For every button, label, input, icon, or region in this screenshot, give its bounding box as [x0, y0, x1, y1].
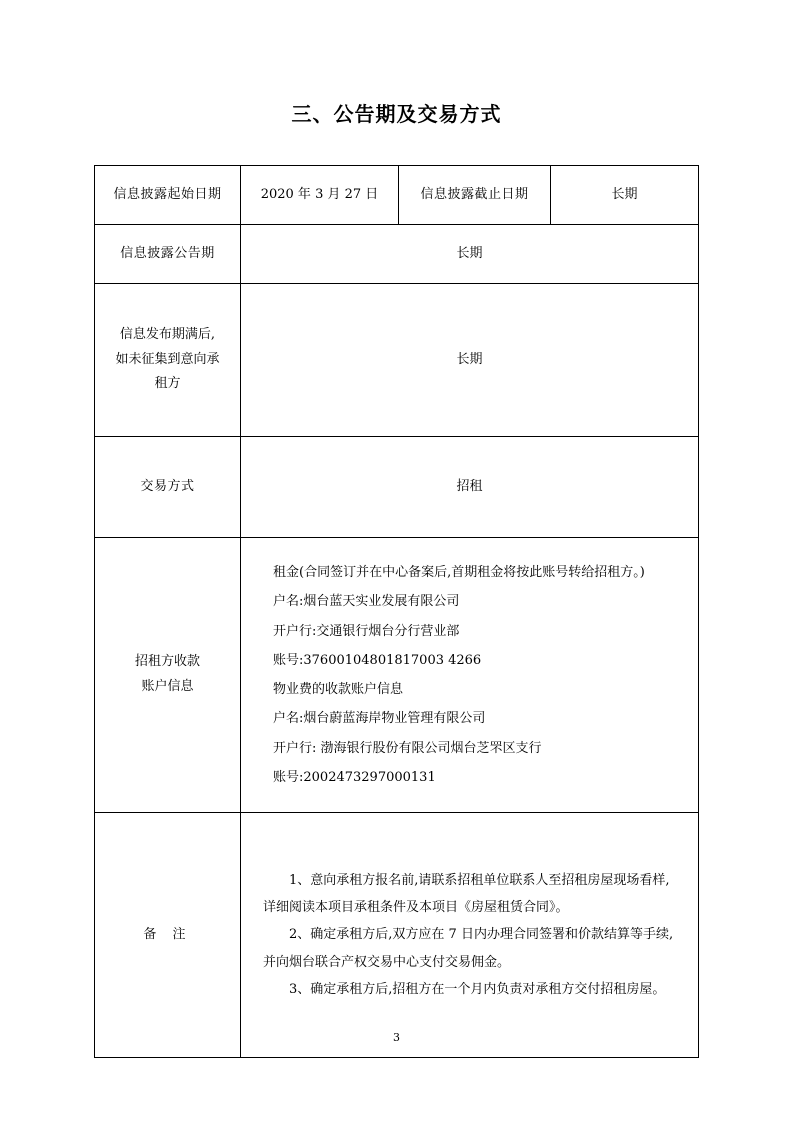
table-row: [95, 437, 699, 538]
account-line: 开户行: 渤海银行股份有限公司烟台芝罘区支行: [273, 740, 542, 756]
remarks-paragraph: 3、确定承租方后,招租方在一个月内负责对承租方交付招租房屋。: [289, 981, 666, 997]
account-line: 租金(合同签订并在中心备案后,首期租金将按此账号转给招租方。): [273, 565, 645, 580]
account-line: 账号:2002473297000131: [273, 769, 436, 785]
no-tenant-label-line2: 如未征集到意向承: [115, 351, 220, 367]
account-info-value: [241, 538, 699, 813]
page-title: 三、公告期及交易方式: [291, 102, 502, 126]
no-tenant-value: 长期: [241, 284, 699, 437]
disclosure-start-label: 信息披露起始日期: [95, 166, 241, 225]
page-number: 3: [393, 1031, 400, 1044]
table-row: [95, 284, 699, 437]
announcement-period-label: 信息披露公告期: [95, 225, 241, 284]
account-info-label-line1: 招租方收款: [134, 654, 200, 670]
disclosure-end-label: 信息披露截止日期: [399, 166, 551, 225]
disclosure-start-value: 2020 年 3 月 27 日: [241, 166, 399, 225]
announcement-period-value: 长期: [241, 225, 699, 284]
no-tenant-label-line3: 租方: [154, 376, 181, 392]
account-line: 物业费的收款账户信息: [273, 682, 404, 697]
account-info-label-line2: 账户信息: [141, 679, 194, 694]
announcement-table: [94, 165, 699, 1058]
no-tenant-label: [95, 284, 241, 437]
remarks-label: [95, 813, 241, 1058]
remarks-paragraphs: [249, 867, 690, 1003]
account-line: 户名:烟台蓝天实业发展有限公司: [273, 594, 460, 610]
disclosure-end-value: 长期: [551, 166, 699, 225]
account-info-lines: [249, 558, 690, 792]
table-row: [95, 166, 699, 225]
remarks-paragraph: 1、意向承租方报名前,请联系招租单位联系人至招租房屋现场看样,详细阅读本项目承租条件及本项目《房屋租赁合同》。: [263, 872, 670, 916]
transaction-method-label: 交易方式: [95, 437, 241, 538]
remarks-value: [241, 813, 699, 1058]
no-tenant-label-line1: 信息发布期满后,: [119, 326, 216, 342]
account-line: 账号:37600104801817003 4266: [273, 652, 482, 668]
account-line: 开户行:交通银行烟台分行营业部: [273, 623, 460, 639]
table-row: [95, 225, 699, 284]
account-info-label: [95, 538, 241, 813]
table-row: [95, 813, 699, 1058]
remarks-label-text: 备 注: [143, 926, 192, 942]
account-line: 户名:烟台蔚蓝海岸物业管理有限公司: [273, 711, 486, 727]
table-row: [95, 538, 699, 813]
remarks-paragraph: 2、确定承租方后,双方应在 7 日内办理合同签署和价款结算等手续,并向烟台联合产权交易中心支付交易佣金。: [263, 927, 674, 970]
transaction-method-value: 招租: [241, 437, 699, 538]
